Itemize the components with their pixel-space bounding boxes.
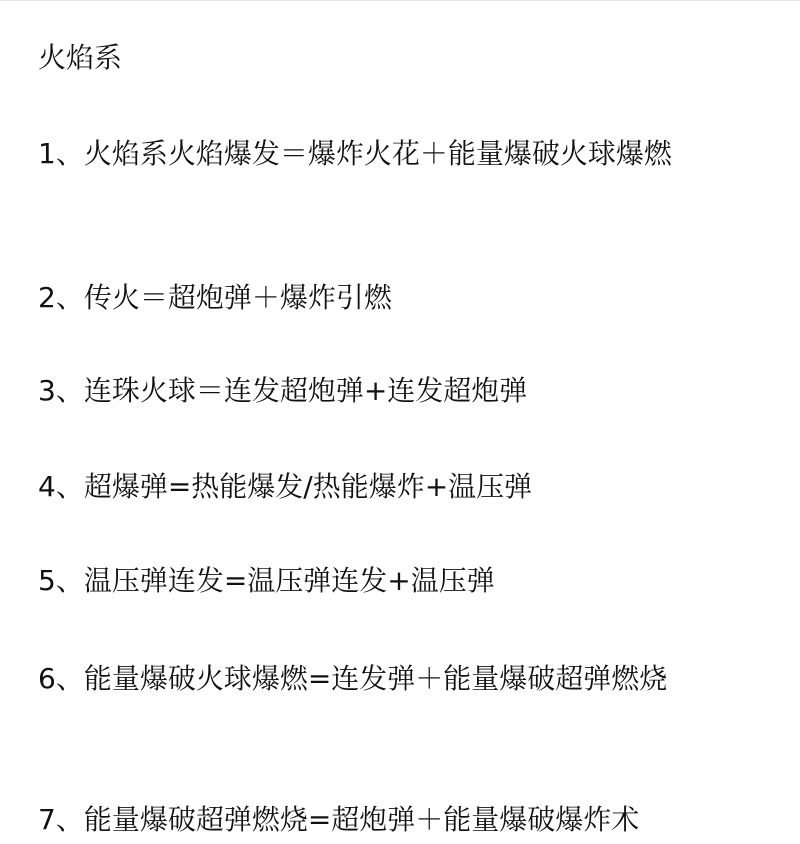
list-item-1: 1、火焰系火焰爆发＝爆炸火花＋能量爆破火球爆燃 bbox=[38, 137, 672, 170]
list-item-7: 7、能量爆破超弹燃烧=超炮弹＋能量爆破爆炸术 bbox=[38, 803, 640, 836]
top-divider bbox=[0, 0, 800, 1]
list-item-6: 6、能量爆破火球爆燃=连发弹＋能量爆破超弹燃烧 bbox=[38, 662, 668, 695]
section-heading: 火焰系 bbox=[38, 41, 123, 74]
list-item-3: 3、连珠火球＝连发超炮弹+连发超炮弹 bbox=[38, 374, 528, 407]
list-item-2: 2、传火＝超炮弹＋爆炸引燃 bbox=[38, 281, 392, 314]
list-item-4: 4、超爆弹=热能爆发/热能爆炸+温压弹 bbox=[38, 470, 533, 503]
list-item-5: 5、温压弹连发=温压弹连发+温压弹 bbox=[38, 564, 495, 597]
